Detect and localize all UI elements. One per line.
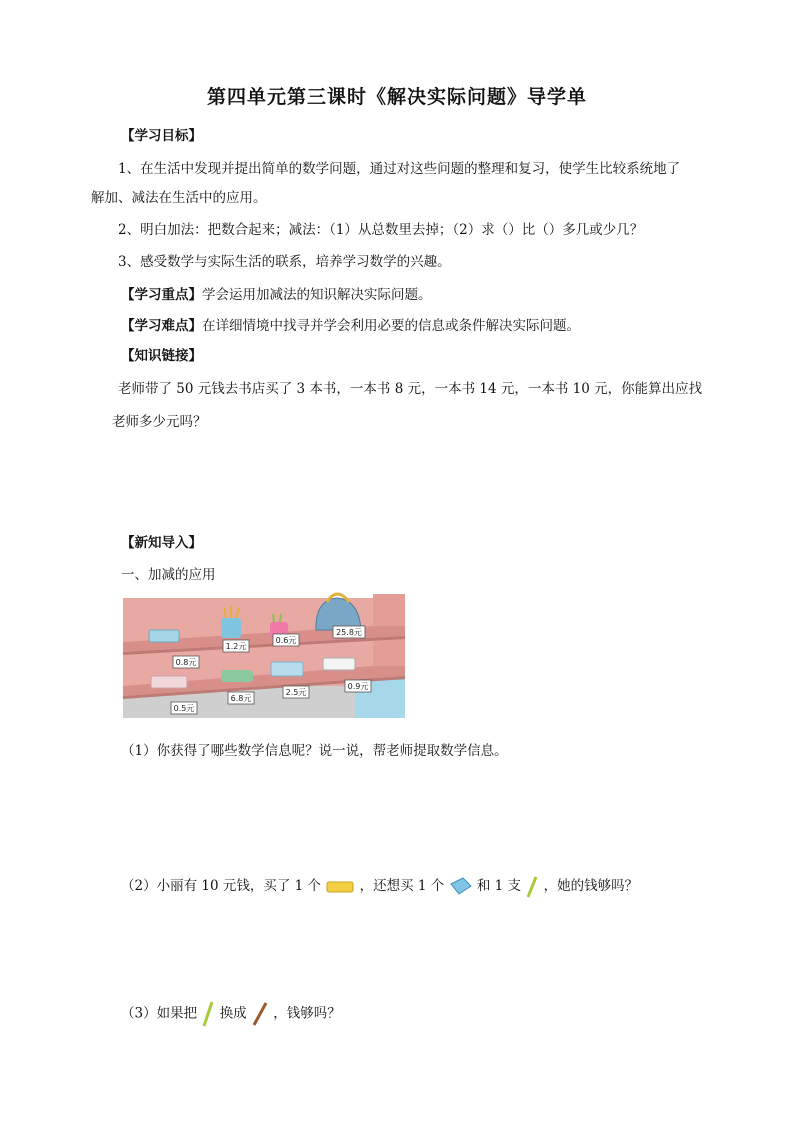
goal-1-line-1: 1、在生活中发现并提出简单的数学问题，通过对这些问题的整理和复习，使学生比较系统地了 (118, 161, 681, 177)
notebook-stack-icon (271, 662, 303, 676)
q3-part-c: ，钱够吗？ (273, 1005, 341, 1022)
price-tag: 25.8元 (336, 628, 362, 637)
key-point-text: 学会运用加减法的知识解决实际问题。 (202, 287, 432, 303)
pencil-icon (525, 875, 539, 899)
eraser-icon (325, 880, 355, 894)
q2-part-c: 和 1 支 (476, 878, 522, 894)
difficulty (121, 314, 580, 334)
crayon-box-icon (221, 670, 253, 682)
difficulty-text: 在详细情境中找寻并学会利用必要的信息或条件解决实际问题。 (202, 318, 580, 334)
price-tag: 0.9元 (347, 682, 369, 691)
question-1: （1）你获得了哪些数学信息呢？说一说，帮老师提取数学信息。 (121, 743, 508, 759)
price-tag: 0.5元 (173, 704, 195, 713)
page-title: 第四单元第三课时《解决实际问题》导学单 (206, 86, 587, 108)
shelf-picture (123, 586, 405, 718)
link-heading: 【知识链接】 (121, 348, 202, 364)
price-tag: 6.8元 (230, 694, 252, 703)
q2-part-a: （2）小丽有 10 元钱，买了 1 个 (121, 878, 322, 894)
price-tag: 0.6元 (275, 636, 297, 645)
link-line-1: 老师带了 50 元钱去书店买了 3 本书，一本书 8 元，一本书 14 元，一本书 10 元，你能算出应找 (118, 381, 703, 397)
question-3 (121, 1000, 341, 1028)
key-point-heading: 【学习重点】 (121, 287, 202, 303)
goals-heading: 【学习目标】 (121, 128, 202, 144)
new-knowledge-subheading: 一、加减的应用 (121, 567, 216, 583)
question-2 (121, 874, 638, 899)
notebook-icon (449, 876, 473, 898)
goal-2: 2、明白加法：把数合起来；减法：（1）从总数里去掉；（2）求（）比（）多几或少几？ (118, 222, 644, 238)
q3-part-a: （3）如果把 (121, 1005, 198, 1022)
price-tag: 1.2元 (225, 642, 247, 651)
price-tag: 0.8元 (175, 658, 197, 667)
q3-part-b: 换成 (219, 1005, 247, 1022)
link-line-2: 老师多少元吗？ (112, 414, 207, 430)
q2-part-b: ，还想买 1 个 (359, 878, 445, 894)
brown-pencil-icon (251, 1001, 269, 1027)
difficulty-heading: 【学习难点】 (121, 318, 202, 334)
pencil-icon (201, 1000, 215, 1028)
pencil-case-icon (149, 630, 179, 642)
price-tag: 2.5元 (285, 688, 307, 697)
paper-stack-icon (323, 658, 355, 670)
goal-1-line-2: 解加、减法在生活中的应用。 (91, 190, 267, 206)
goal-3: 3、感受数学与实际生活的联系，培养学习数学的兴趣。 (118, 254, 451, 270)
eraser-box-icon (151, 676, 187, 688)
q2-part-d: ，她的钱够吗？ (543, 878, 639, 894)
pencil-cup-icon (221, 618, 241, 638)
new-knowledge-heading: 【新知导入】 (121, 535, 202, 551)
shelf-illustration (123, 586, 405, 718)
key-point (121, 283, 432, 303)
